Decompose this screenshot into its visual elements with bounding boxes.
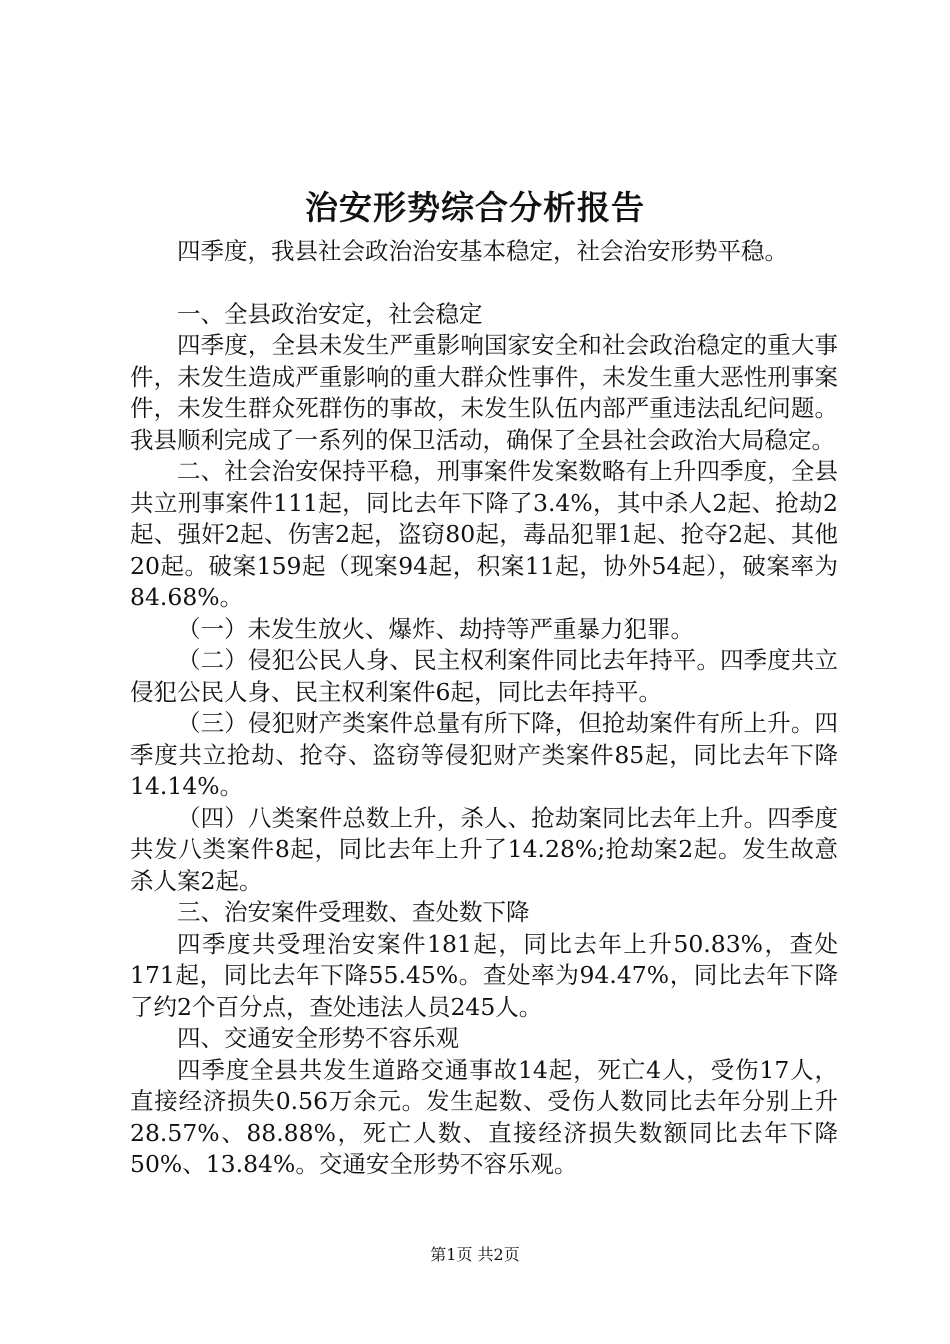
- subsection-3-paragraph: （三）侵犯财产类案件总量有所下降，但抢劫案件有所上升。四季度共立抢劫、抢夺、盗窃等侵犯财产类案件85起，同比去年下降14.14%。: [130, 709, 838, 800]
- subsection-2-paragraph: （二）侵犯公民人身、民主权利案件同比去年持平。四季度共立侵犯公民人身、民主权利案件6起，同比去年持平。: [130, 646, 838, 706]
- document-body: [130, 236, 838, 1181]
- page-footer: 第1页 共2页: [430, 1245, 520, 1264]
- section-3-paragraph: 四季度共受理治安案件181起，同比去年上升50.83%，查处171起，同比去年下降55.45%。查处率为94.47%，同比去年下降了约2个百分点，查处违法人员245人。: [130, 929, 838, 1021]
- section-heading-4: 四、交通安全形势不容乐观: [177, 1024, 459, 1052]
- document-title: 治安形势综合分析报告: [305, 188, 645, 227]
- subsection-4-paragraph: （四）八类案件总数上升，杀人、抢劫案同比去年上升。四季度共发八类案件8起，同比去年上升了14.28%;抢劫案2起。发生故意杀人案2起。: [130, 803, 838, 895]
- intro-paragraph: 四季度，我县社会政治治安基本稳定，社会治安形势平稳。: [177, 237, 788, 265]
- subsection-1-paragraph: （一）未发生放火、爆炸、劫持等严重暴力犯罪。: [177, 614, 694, 643]
- section-heading-3: 三、治安案件受理数、查处数下降: [177, 898, 530, 926]
- section-heading-1: 一、全县政治安定，社会稳定: [177, 299, 483, 328]
- section-4-paragraph: 四季度全县共发生道路交通事故14起，死亡4人，受伤17人，直接经济损失0.56万余元。发生起数、受伤人数同比去年分别上升28.57%、88.88%，死亡人数、直接经济损失数额同比去年下降50%、13.84%。交通安全形势不容乐观。: [130, 1055, 838, 1178]
- section-2-paragraph: 二、社会治安保持平稳，刑事案件发案数略有上升四季度，全县共立刑事案件111起，同比去年下降了3.4%，其中杀人2起、抢劫2起、强奸2起、伤害2起，盗窃80起，毒品犯罪1起、抢夺2起、其他20起。破案159起（现案94起，积案11起，协外54起），破案率为84.68%。: [130, 457, 838, 611]
- section-1-paragraph: 四季度，全县未发生严重影响国家安全和社会政治稳定的重大事件，未发生造成严重影响的重大群众性事件，未发生重大恶性刑事案件，未发生群众死群伤的事故，未发生队伍内部严重违法乱纪问题。我县顺利完成了一系列的保卫活动，确保了全县社会政治大局稳定。: [130, 331, 838, 454]
